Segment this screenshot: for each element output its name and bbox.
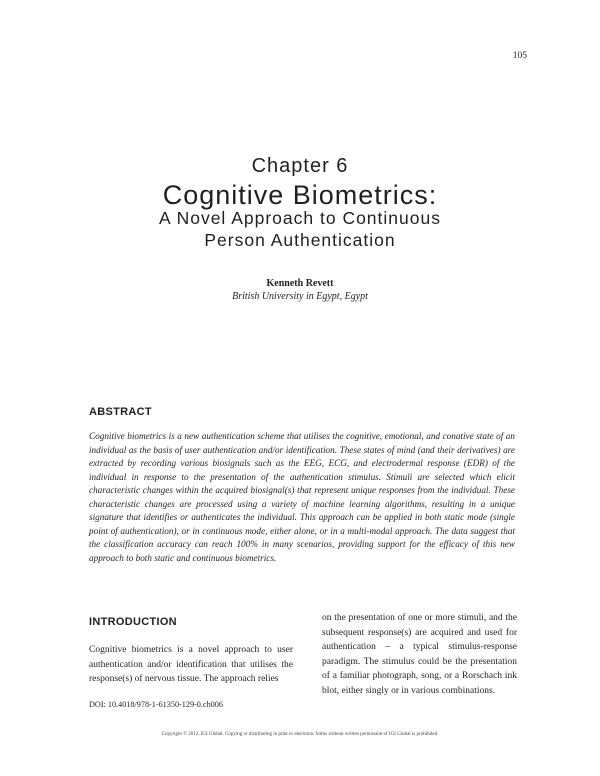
chapter-subtitle-line-2: Person Authentication (204, 230, 396, 250)
page-number: 105 (512, 51, 527, 61)
copyright-notice: Copyright © 2012, IGI Global. Copying or distributing in print or electronic forms without written permission of IGI Global is prohibited. (161, 732, 439, 737)
chapter-label: Chapter 6 (251, 155, 349, 177)
introduction-left-column: Cognitive biometrics is a novel approach to user authentication and/or identification that utilises the response(s) of nervous tissue. The approach relies (89, 645, 293, 684)
abstract-heading: ABSTRACT (89, 406, 152, 418)
introduction-heading: INTRODUCTION (89, 616, 177, 628)
abstract-body: Cognitive biometrics is a new authentication scheme that utilises the cognitive, emotional, and conative state of an individual as the basis of user authentication and/or identification. These states of mind (and their derivatives) are extracted by recording various biosignals such as the EEG, ECG, and electrodermal response (EDR) of the individual in response to the presentation of the authentication stimulus. Stimuli are selected which elicit characteristic changes within the acquired biosignal(s) that represent unique responses from the individual. These characteristic changes are processed using a variety of machine learning algorithms, resulting in a unique signature that identifies or authenticates the individual. This approach can be applied in both static mode (single point of authentication), or in continuous mode, either alone, or in a multi-modal approach. The data suggest that the classification accuracy can reach 100% in many scenarios, providing support for the efficacy of this new approach to both static and continuous biometrics. (89, 431, 515, 563)
introduction-right-column: on the presentation of one or more stimuli, and the subsequent response(s) are acquired and used for authentication – a typical stimulus-response paradigm. The stimulus could be the presentation of a familiar photograph, song, or a Rorschach ink blot, either singly or in various combinations. (322, 613, 517, 696)
doi: DOI: 10.4018/978-1-61350-129-0.ch006 (89, 700, 223, 709)
chapter-title: Cognitive Biometrics: (162, 180, 438, 210)
author-name: Kenneth Revett (266, 278, 334, 289)
chapter-subtitle-line-1: A Novel Approach to Continuous (159, 208, 441, 228)
author-affiliation: British University in Egypt, Egypt (232, 291, 368, 302)
